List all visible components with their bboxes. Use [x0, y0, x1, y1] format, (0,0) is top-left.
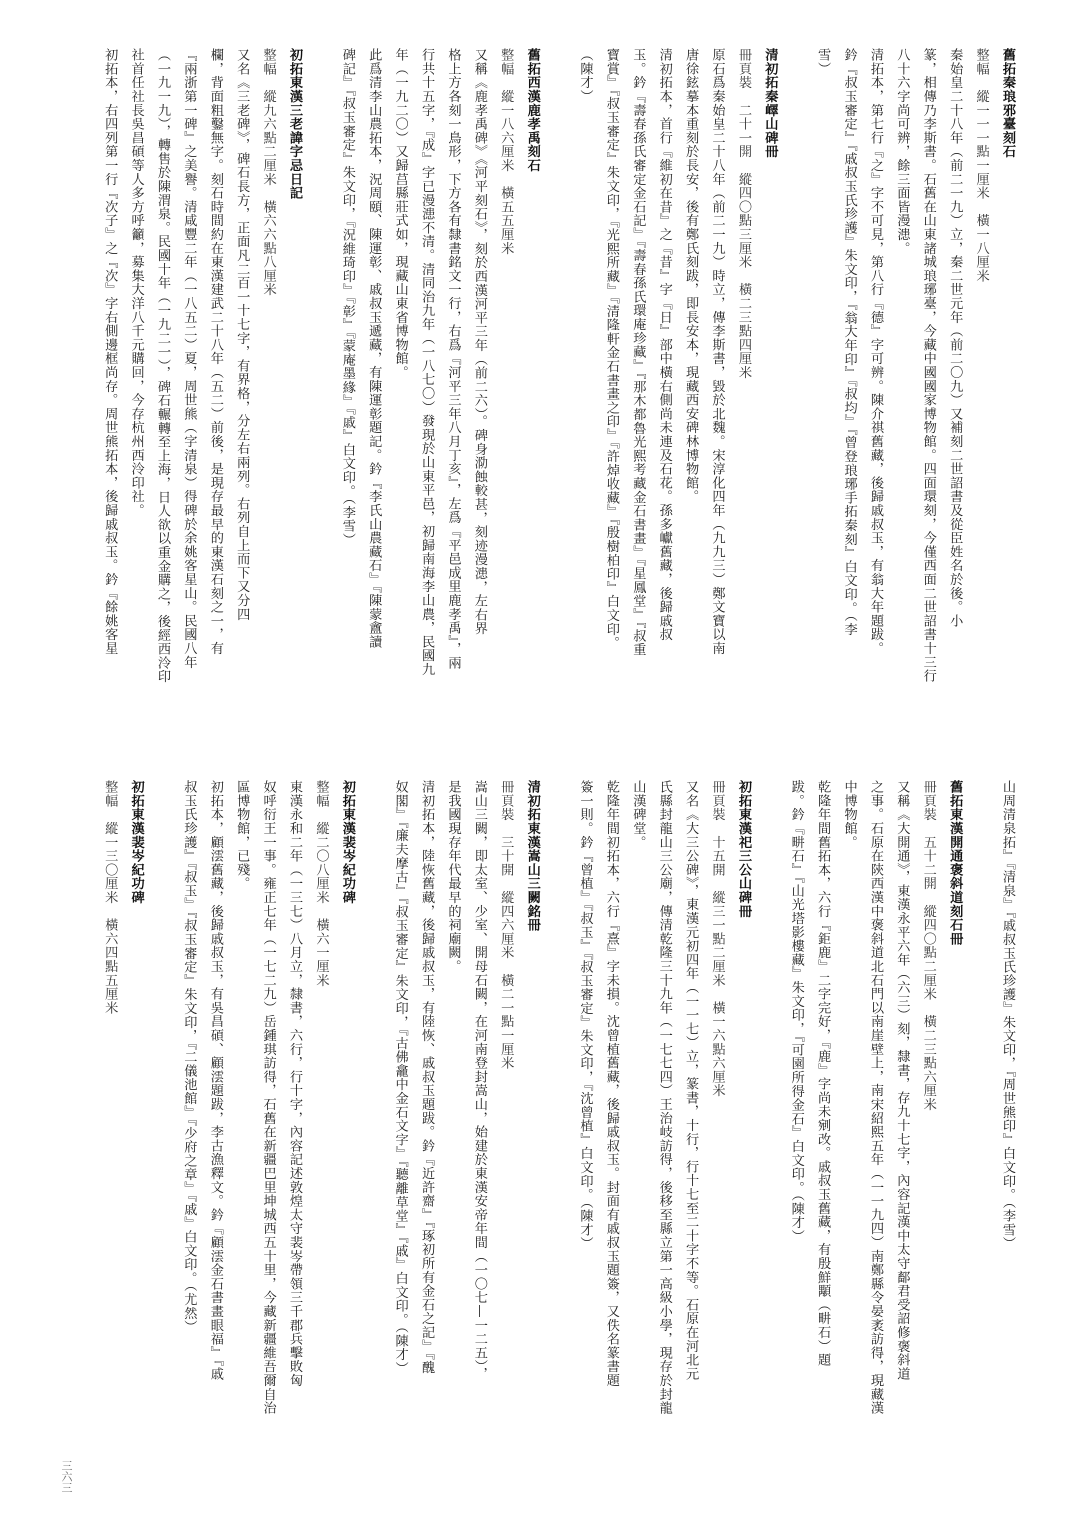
- text-column: 格上方各刻一鳥形，下方各有隸書銘文一行，右爲『河平三年八月丁亥』，左爲『平邑成里鹿孝禹』，兩: [445, 48, 461, 670]
- text-column: 鈐『叔玉審定』『戚叔玉氏珍護』朱文印，『翁大年印』『叔均』『曾登琅琊手拓秦刻』白文印。（李: [841, 48, 857, 636]
- text-column: （陳才）: [577, 48, 593, 104]
- entry-dimensions: 冊頁裝 五十二開 縱四〇點二厘米 橫二三點六厘米: [920, 780, 936, 1112]
- text-column: 又稱《大開通》，東漢永平六年（六三）刻，隸書，存九十七字，內容記漢中太守鄐君受詔修褒斜道: [894, 780, 910, 1381]
- entry-dimensions: 冊頁裝 十五開 縱三一點二厘米 橫一六點六厘米: [709, 780, 725, 1098]
- text-column: 叔玉氏珍護』『叔玉』『叔玉審定』朱文印，『二儀池館』『少府之章』『戚』白文印。（尤然）: [181, 780, 197, 1334]
- entry-title: 清初拓東漢嵩山三闕銘冊: [524, 780, 540, 932]
- entry-title: 初拓東漢裴岑紀功碑: [128, 780, 144, 905]
- text-column: 玉。鈐『壽春孫氏審定金石記』『壽春孫氏環庵珍藏』『那木都魯光熙考藏金石書畫』『星鳳堂』『叔重: [630, 48, 646, 657]
- bottom-text-block: [96, 780, 1020, 1480]
- column-gap: [782, 48, 808, 748]
- entry-title: 舊拓西漢鹿孝禹刻石: [524, 48, 540, 173]
- text-column: 又名《三老碑》，碑石長方，正面凡二百一十七字，有界格，分左右兩列。右列自上而下又分四: [234, 48, 250, 621]
- text-column: 欄，背面粗鑿無字。刻石時間約在東漢建武二十八年（五二）前後，是現存最早的東漢石刻之一，有: [207, 48, 223, 656]
- text-column: 又稱《鹿孝禹碑》《河平刻石》，刻於西漢河平三年（前二六）。碑身泐蝕較甚，刻迹漫漶，左右界: [471, 48, 487, 636]
- text-column: 氏縣封龍山三公廟，傳清乾隆三十九年（一七七四）王治岐訪得，後移至縣立第一高級小學，現存於封龍: [656, 780, 672, 1415]
- text-column: 奴閣』『廉夫摩古』『叔玉審定』朱文印，『古佛龕中金石文字』『聽離草堂』『戚』白文印。（陳才）: [392, 780, 408, 1376]
- text-column: （一九一九），轉售於陳渭泉。民國十年（一九二一），碑石輾轉至上海，日人欲以重金購之，後經西泠印: [155, 48, 170, 684]
- text-column: 社首任社長吳昌碩等人多方呼籲，募集大洋八千元購回，今存杭州西泠印社。: [128, 48, 144, 518]
- text-column: 奴呼衍王一事。雍正七年（一七二九）岳鍾琪訪得，石舊在新疆巴里坤城西五十里，今藏新疆維吾爾自治: [260, 780, 276, 1415]
- entry-title: 清初拓秦嶧山碑冊: [762, 48, 778, 159]
- column-gap: [545, 780, 571, 1480]
- text-column: 乾隆年間舊拓本，六行『鉅鹿』二字完好，『鹿』字尚未剜改。戚叔玉舊藏，有殷鮮顒（畊石）題: [815, 780, 831, 1367]
- top-text-block: [96, 48, 1020, 748]
- text-column: 初拓本，顧澐舊藏，後歸戚叔玉，有吳昌碩、顧澐題跋，李古漁釋文。鈐『顧澐金石書畫眼福』『戚: [207, 780, 223, 1381]
- text-column: 唐徐鉉摹本重刻於長安，後有鄭氏刻跋，即長安本，現藏西安碑林博物館。: [683, 48, 699, 504]
- text-column: 中博物館。: [841, 780, 857, 849]
- text-column: 跋。鈐『畊石』『山光塔影樓藏』朱文印，『可園所得金石』白文印。（陳才）: [788, 780, 804, 1244]
- text-column: 雪）: [815, 48, 831, 76]
- text-column: 乾隆年間初拓本，六行『熹』字未損。沈曾植舊藏，後歸戚叔玉。封面有戚叔玉題簽，又佚名篆書題: [603, 780, 619, 1388]
- page-number: 三六三: [60, 1460, 73, 1493]
- text-column: 區博物館，已殘。: [234, 780, 250, 891]
- entry-dimensions: 整幅 縱二〇八厘米 橫六一厘米: [313, 780, 329, 987]
- entry-dimensions: 整幅 縱九六點二厘米 橫六六點八厘米: [260, 48, 276, 297]
- text-column: 簽一則。鈐『曾植』『叔玉』『叔玉審定』朱文印，『沈曾植』白文印。（陳才）: [577, 780, 593, 1251]
- text-column: 初拓本，右四列第一行『次子』之『次』字右側邊框尚存。周世熊拓本，後歸戚叔玉。鈐『餘姚客星: [102, 48, 118, 656]
- text-column: 嵩山三闕，即太室、少室、開母石闕，在河南登封嵩山，始建於東漢安帝年間（一〇七—一二五），: [471, 780, 487, 1381]
- text-column: 原石爲秦始皇二十八年（前二一九）時立，傳李斯書，毀於北魏。宋淳化四年（九九三）鄭文寶以南: [709, 48, 725, 656]
- text-column: 清初拓本，陸恢舊藏，後歸戚叔玉，有陸恢、戚叔玉題跋。鈐『近許齋』『琢初所有金石之記』『醜: [419, 780, 435, 1374]
- entry-dimensions: 冊頁裝 三十開 縱四六厘米 橫二一點一厘米: [498, 780, 514, 1070]
- text-column: 行共十五字，『成』字已漫漶不清。清同治九年（一八七〇）發現於山東平邑，初歸南海李山農，民國九: [419, 48, 435, 677]
- text-column: 清初拓本，首行『維初在昔』之『昔』字『日』部中橫右側尚未連及石花。孫多巘舊藏，後歸戚叔: [656, 48, 672, 642]
- text-column: 寶賞』『叔玉審定』朱文印，『光熙所藏』『清隆軒金石書畫之印』『許焯收藏』『殷樹柏印』白文印。: [603, 48, 619, 650]
- text-column: 東漢永和二年（一三七）八月立，隸書，六行，行十字，內容記述敦煌太守裴岑帶領三千郡兵擊敗匈: [287, 780, 303, 1388]
- text-column: 之事。石原在陝西漢中褒斜道北石門以南崖壁上，南宋紹熙五年（一一九四）南鄭縣令晏袤訪得，現藏漢: [867, 780, 883, 1415]
- bottom-half: [0, 780, 1040, 1480]
- text-column: 年（一九二〇）又歸莒縣莊式如，現藏山東省博物館。: [392, 48, 408, 380]
- text-column: 山漢碑堂。: [630, 780, 646, 849]
- text-column: 又名《大三公碑》，東漢元初四年（一一七）立，篆書，十行，行十七至二十字不等。石原在河北元: [683, 780, 699, 1381]
- entry-dimensions: 整幅 縱一一一點一厘米 橫一八厘米: [973, 48, 989, 283]
- text-column: 此爲清李山農拓本，況周頤、陳運彰、戚叔玉遞藏，有陳運彰題記。鈐『李氏山農藏石』『陳蒙盦讀: [366, 48, 382, 649]
- text-column: 是我國現存年代最早的祠廟闕。: [445, 780, 461, 974]
- text-column: 山周清泉拓』『清泉』『戚叔玉氏珍護』朱文印，『周世熊印』白文印。（李雪）: [1000, 780, 1015, 1251]
- text-column: 篆，相傳乃李斯書。石舊在山東諸城琅琊臺，今藏中國國家博物館。四面環刻，今僅西面二世詔書十三行: [920, 48, 936, 683]
- entry-dimensions: 冊頁裝 二十一開 縱四〇點三厘米 橫二三點四厘米: [735, 48, 751, 380]
- entry-title: 初拓東漢祀三公山碑冊: [735, 780, 751, 918]
- column-gap: [545, 48, 571, 748]
- entry-title: 初拓東漢裴岑紀功碑: [339, 780, 355, 905]
- text-column: 『兩浙第一碑』之美譽。清咸豐二年（一八五二）夏，周世熊（字清泉）得碑於余姚客星山。民國八年: [181, 48, 197, 669]
- entry-title: 舊拓秦琅邪臺刻石: [1000, 48, 1015, 159]
- text-column: 秦始皇二十八年（前二一九）立，秦二世元年（前二〇九）又補刻二世詔書及從臣姓名於後。小: [947, 48, 963, 628]
- column-gap: [967, 780, 993, 1480]
- text-column: 八十六字尚可辨，餘三面皆漫漶。: [894, 48, 910, 255]
- entry-title: 初拓東漢三老諱字忌日記: [287, 48, 303, 200]
- column-gap: [360, 780, 386, 1480]
- top-half: [0, 48, 1040, 748]
- column-gap: [307, 48, 333, 748]
- entry-dimensions: 整幅 縱一八六厘米 橫五五厘米: [498, 48, 514, 255]
- entry-dimensions: 整幅 縱一三〇厘米 橫六四點五厘米: [102, 780, 118, 1015]
- column-gap: [756, 780, 782, 1480]
- text-column: 清拓本，第七行『之』字不可見，第八行『德』字可辨。陳介祺舊藏，後歸戚叔玉，有翁大年題跋。: [867, 48, 883, 656]
- entry-title: 舊拓東漢開通褒斜道刻石冊: [947, 780, 963, 946]
- column-gap: [149, 780, 175, 1480]
- text-column: 碑記』『叔玉審定』朱文印，『況維琦印』『彰』『蒙庵墨緣』『戚』白文印。（李雪）: [339, 48, 355, 547]
